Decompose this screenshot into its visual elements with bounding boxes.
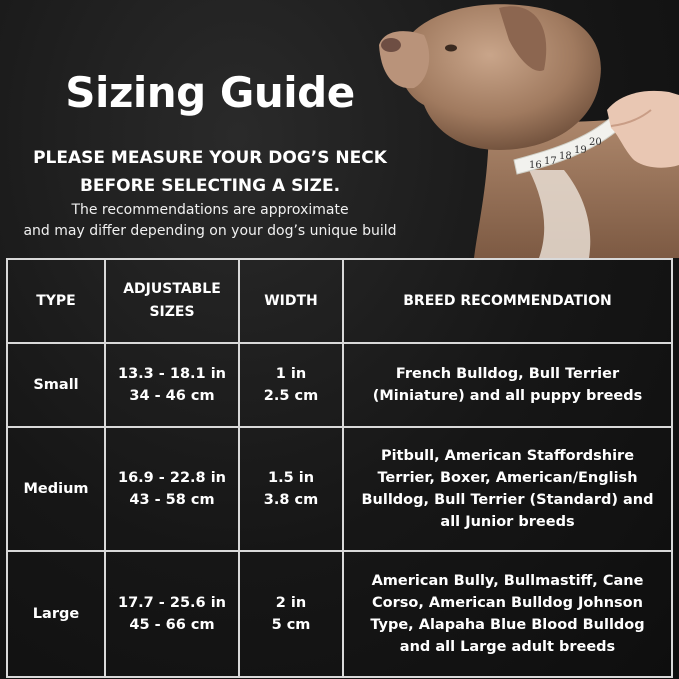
tape-number: 18: [559, 151, 572, 162]
disclaimer-note: [0, 200, 420, 242]
breed-recommendation: [343, 551, 672, 677]
breed-line: all Junior breeds: [440, 514, 575, 530]
table-row: [7, 551, 672, 677]
page-title: Sizing Guide: [65, 68, 355, 117]
breed-line: French Bulldog, Bull Terrier: [395, 366, 620, 382]
size-cm: 34 - 46 cm: [129, 388, 215, 404]
note-line: The recommendations are approximate: [71, 202, 349, 218]
width-cm: 2.5 cm: [263, 388, 319, 404]
sizing-table: [6, 258, 673, 678]
note-line: and may differ depending on your dog’s unique build: [23, 223, 397, 239]
header-line: ADJUSTABLE: [123, 281, 221, 297]
tape-number: 19: [574, 145, 587, 156]
breed-line: Terrier, Boxer, American/English: [377, 470, 638, 486]
collar-width: [239, 551, 343, 677]
tape-number: 17: [544, 156, 557, 167]
width-cm: 3.8 cm: [263, 492, 319, 508]
adjustable-sizes: [105, 551, 239, 677]
width-in: 1.5 in: [267, 470, 315, 486]
header-breed-recommendation: BREED RECOMMENDATION: [343, 259, 672, 343]
size-cm: 43 - 58 cm: [129, 492, 215, 508]
width-in: 2 in: [275, 595, 307, 611]
table-header-row: [7, 259, 672, 343]
breed-line: (Miniature) and all puppy breeds: [372, 388, 643, 404]
size-type: Medium: [7, 427, 105, 551]
measure-instruction: [0, 144, 420, 200]
breed-line: American Bully, Bullmastiff, Cane: [371, 573, 644, 589]
breed-line: Type, Alapaha Blue Blood Bulldog: [370, 617, 645, 633]
width-in: 1 in: [275, 366, 307, 382]
breed-line: Bulldog, Bull Terrier (Standard) and: [361, 492, 654, 508]
breed-recommendation: [343, 427, 672, 551]
width-cm: 5 cm: [271, 617, 311, 633]
collar-width: [239, 427, 343, 551]
header-width: WIDTH: [239, 259, 343, 343]
instruction-line: BEFORE SELECTING A SIZE.: [79, 176, 341, 196]
size-in: 17.7 - 25.6 in: [117, 595, 226, 611]
size-type: Small: [7, 343, 105, 427]
size-in: 16.9 - 22.8 in: [117, 470, 226, 486]
size-cm: 45 - 66 cm: [129, 617, 215, 633]
dog-with-measuring-tape-image: [379, 0, 679, 258]
size-in: 13.3 - 18.1 in: [117, 366, 226, 382]
breed-recommendation: [343, 343, 672, 427]
tape-number: 20: [589, 137, 602, 148]
collar-width: [239, 343, 343, 427]
size-type: Large: [7, 551, 105, 677]
tape-number: 16: [529, 160, 542, 171]
table-row: [7, 427, 672, 551]
header-line: SIZES: [149, 304, 195, 320]
adjustable-sizes: [105, 343, 239, 427]
header-adjustable-sizes: [105, 259, 239, 343]
table-row: [7, 343, 672, 427]
header-type: TYPE: [7, 259, 105, 343]
breed-line: Corso, American Bulldog Johnson: [372, 595, 643, 611]
adjustable-sizes: [105, 427, 239, 551]
breed-line: and all Large adult breeds: [399, 639, 616, 655]
breed-line: Pitbull, American Staffordshire: [380, 448, 635, 464]
instruction-line: PLEASE MEASURE YOUR DOG’S NECK: [33, 148, 387, 168]
